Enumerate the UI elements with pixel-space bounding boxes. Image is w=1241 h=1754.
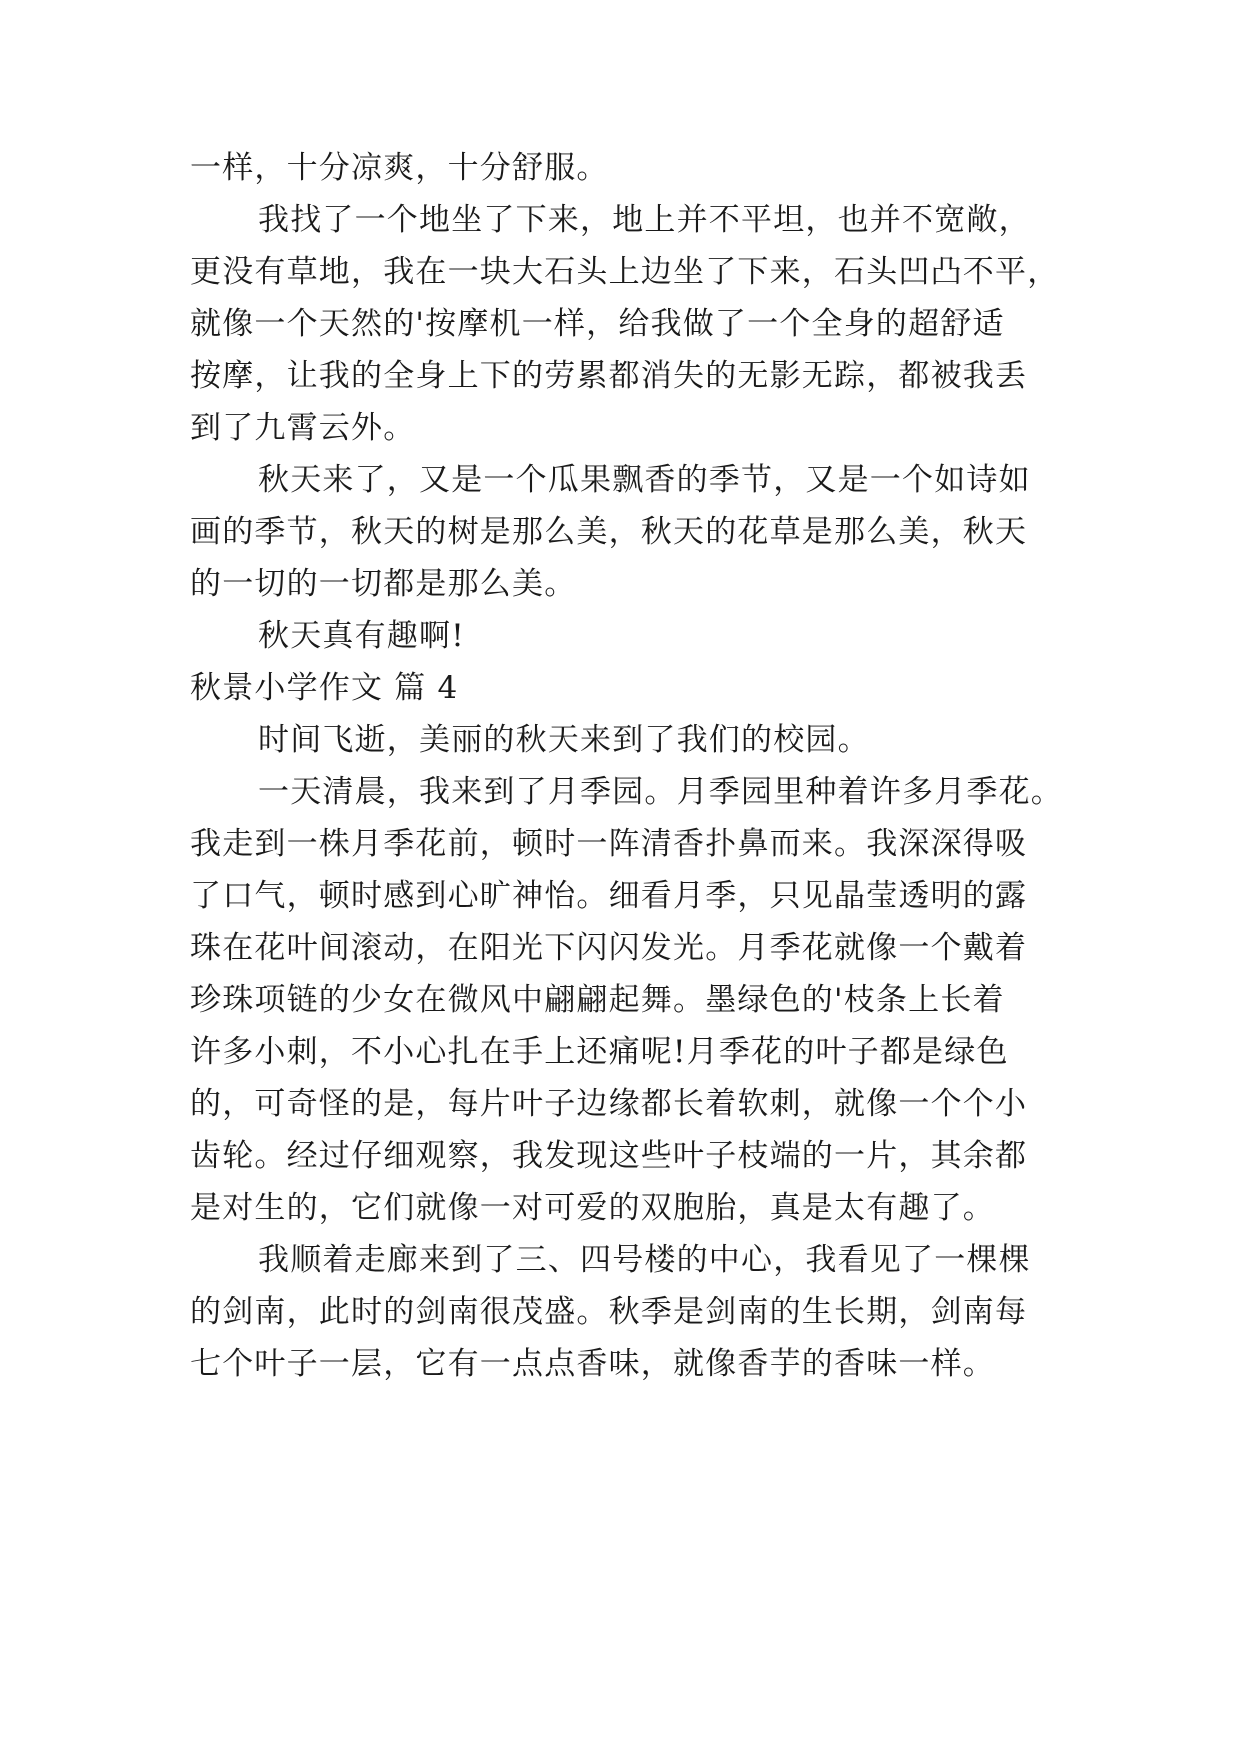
paragraph-line: 的，可奇怪的是，每片叶子边缘都长着软刺，就像一个个小 [190, 1086, 1028, 1122]
paragraph-line: 七个叶子一层，它有一点点香味，就像香芋的香味一样。 [190, 1346, 995, 1382]
paragraph-line: 的一切的一切都是那么美。 [190, 566, 577, 602]
paragraph-line: 了口气，顿时感到心旷神怡。细看月季，只见晶莹透明的露 [190, 878, 1028, 914]
paragraph-line: 一样，十分凉爽，十分舒服。 [190, 150, 609, 186]
paragraph-line: 秋天来了，又是一个瓜果飘香的季节，又是一个如诗如 [258, 462, 1031, 498]
paragraph-line: 我走到一株月季花前，顿时一阵清香扑鼻而来。我深深得吸 [190, 826, 1028, 862]
paragraph-line: 画的季节，秋天的树是那么美，秋天的花草是那么美，秋天 [190, 514, 1028, 550]
paragraph-line: 的剑南，此时的剑南很茂盛。秋季是剑南的生长期，剑南每 [190, 1294, 1028, 1330]
paragraph-line: 许多小刺，不小心扎在手上还痛呢!月季花的叶子都是绿色 [190, 1034, 1009, 1070]
paragraph-line: 珠在花叶间滚动，在阳光下闪闪发光。月季花就像一个戴着 [190, 930, 1028, 966]
paragraph-line: 我顺着走廊来到了三、四号楼的中心，我看见了一棵棵 [258, 1242, 1031, 1278]
section-heading: 秋景小学作文 篇 4 [190, 670, 459, 706]
paragraph-line: 是对生的，它们就像一对可爱的双胞胎，真是太有趣了。 [190, 1190, 995, 1226]
paragraph-line: 我找了一个地坐了下来，地上并不平坦，也并不宽敞， [258, 202, 1031, 238]
paragraph-line: 秋天真有趣啊! [258, 618, 465, 654]
paragraph-line: 就像一个天然的'按摩机一样，给我做了一个全身的超舒适 [190, 306, 1005, 342]
paragraph-line: 按摩，让我的全身上下的劳累都消失的无影无踪，都被我丢 [190, 358, 1028, 394]
paragraph-line: 更没有草地，我在一块大石头上边坐了下来，石头凹凸不平， [190, 254, 1060, 290]
paragraph-line: 珍珠项链的少女在微风中翩翩起舞。墨绿色的'枝条上长着 [190, 982, 1005, 1018]
paragraph-line: 一天清晨，我来到了月季园。月季园里种着许多月季花。 [258, 774, 1063, 810]
paragraph-line: 时间飞逝，美丽的秋天来到了我们的校园。 [258, 722, 870, 758]
paragraph-line: 到了九霄云外。 [190, 410, 416, 446]
paragraph-line: 齿轮。经过仔细观察，我发现这些叶子枝端的一片，其余都 [190, 1138, 1028, 1174]
